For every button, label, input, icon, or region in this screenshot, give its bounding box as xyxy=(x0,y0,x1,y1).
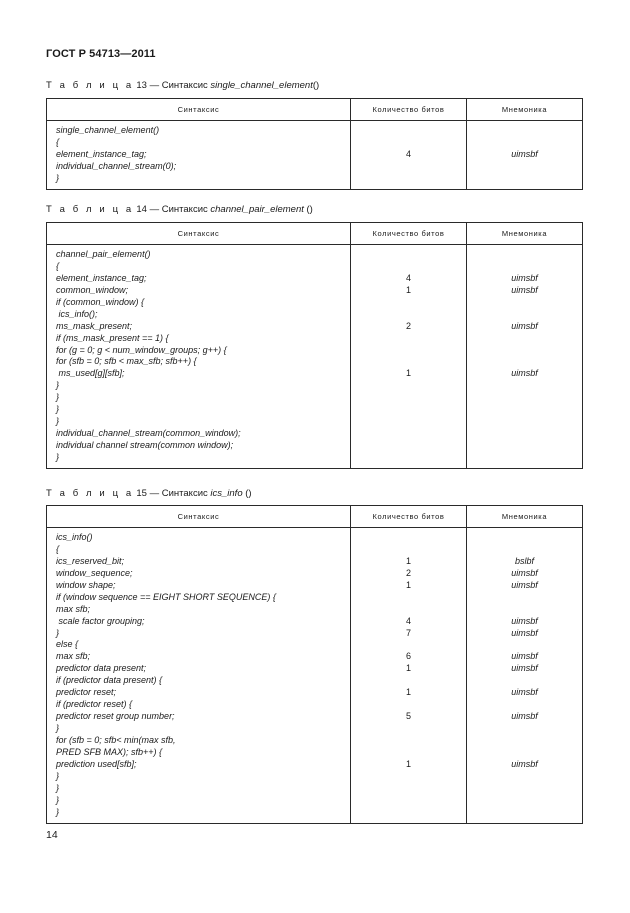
mnemonic-value: uimsbf xyxy=(511,272,538,283)
mnemonic-value xyxy=(467,532,582,544)
caption-prefix: Т а б л и ц а xyxy=(46,488,134,499)
mnemonic-value: uimsbf xyxy=(511,579,538,590)
code-line: max sfb; xyxy=(56,603,91,614)
bits-value xyxy=(351,440,466,452)
page-number: 14 xyxy=(46,829,58,841)
bits-value xyxy=(351,309,466,321)
bits-value xyxy=(351,297,466,309)
mnemonic-value: bslbf xyxy=(514,555,534,566)
mnemonic-value xyxy=(467,173,582,185)
code-line: scale factor grouping; xyxy=(56,615,145,626)
code-line: max sfb; xyxy=(56,651,91,662)
column-header-mnemonic: Мнемоника xyxy=(467,99,583,121)
bits-value: 1 xyxy=(405,758,411,769)
bits-value xyxy=(351,261,466,273)
code-line: ms_mask_present; xyxy=(56,320,133,331)
table-14-caption xyxy=(46,204,313,215)
bits-value xyxy=(351,380,466,392)
mnemonic-value xyxy=(467,249,582,261)
bits-cell xyxy=(351,528,467,824)
bits-value: 1 xyxy=(405,663,411,674)
mnemonic-value: uimsbf xyxy=(511,368,538,379)
bits-value: 2 xyxy=(405,567,411,578)
bits-value xyxy=(351,532,466,544)
mnemonic-value xyxy=(467,604,582,616)
mnemonic-value: uimsbf xyxy=(511,651,538,662)
code-line: PRED SFB MAX); sfb++) { xyxy=(56,746,163,757)
column-header-mnemonic: Мнемоника xyxy=(467,223,583,245)
bits-value: 1 xyxy=(405,284,411,295)
code-line: if (predictor reset) { xyxy=(56,699,133,710)
mnemonic-value xyxy=(467,333,582,345)
code-line: individual_channel_stream(common_window); xyxy=(56,428,241,439)
code-line: channel_pair_element() xyxy=(56,249,151,259)
code-line: ics_reserved_bit; xyxy=(56,555,125,566)
mnemonic-value xyxy=(467,735,582,747)
bits-value xyxy=(351,592,466,604)
column-header-syntax: Синтаксис xyxy=(47,223,351,245)
mnemonic-value xyxy=(467,747,582,759)
caption-prefix: Т а б л и ц а xyxy=(46,204,134,215)
column-header-bits: Количество битов xyxy=(351,506,467,528)
code-line: individual channel stream(common window); xyxy=(56,440,234,450)
bits-value xyxy=(351,452,466,464)
code-line: if (common_window) { xyxy=(56,296,145,307)
code-line: predictor reset group number; xyxy=(56,711,175,722)
caption-suffix: () xyxy=(312,80,320,91)
bits-value xyxy=(351,795,466,807)
mnemonic-value xyxy=(467,723,582,735)
mnemonic-value: uimsbf xyxy=(511,758,538,769)
column-header-bits: Количество битов xyxy=(351,223,467,245)
mnemonic-cell xyxy=(467,245,583,469)
mnemonic-value xyxy=(467,795,582,807)
mnemonic-value xyxy=(467,440,582,452)
caption-suffix: () xyxy=(303,204,313,215)
bits-value: 1 xyxy=(405,579,411,590)
code-line: ics_info() xyxy=(56,532,93,542)
bits-value: 1 xyxy=(405,555,411,566)
bits-value xyxy=(351,807,466,819)
mnemonic-value: uimsbf xyxy=(511,567,538,578)
mnemonic-value xyxy=(467,380,582,392)
bits-value xyxy=(351,249,466,261)
bits-value xyxy=(351,392,466,404)
bits-value xyxy=(351,639,466,651)
code-line: ics_info(); xyxy=(56,308,98,319)
code-line: } xyxy=(56,451,60,462)
mnemonic-value xyxy=(467,345,582,357)
mnemonic-value xyxy=(467,137,582,149)
column-header-bits: Количество битов xyxy=(351,99,467,121)
mnemonic-value: uimsbf xyxy=(511,711,538,722)
bits-value xyxy=(351,675,466,687)
code-line: } xyxy=(56,404,60,415)
bits-value xyxy=(351,604,466,616)
code-line: window shape; xyxy=(56,579,116,590)
mnemonic-value xyxy=(467,261,582,273)
code-line: } xyxy=(56,380,60,391)
bits-value: 4 xyxy=(405,272,411,283)
code-line: if (ms_mask_present == 1) { xyxy=(56,332,169,343)
bits-value: 6 xyxy=(405,651,411,662)
mnemonic-value xyxy=(467,639,582,651)
caption-number: 14 — Синтаксис xyxy=(133,204,211,215)
code-line: } xyxy=(56,172,60,183)
mnemonic-value xyxy=(467,783,582,795)
mnemonic-value xyxy=(467,544,582,556)
caption-name: ics_info xyxy=(210,488,243,499)
bits-value: 7 xyxy=(405,627,411,638)
bits-value: 4 xyxy=(405,148,411,159)
caption-number: 13 — Синтаксис xyxy=(133,80,211,91)
code-line: common_window; xyxy=(56,284,129,295)
table-15-caption xyxy=(46,488,252,499)
mnemonic-value xyxy=(467,309,582,321)
caption-number: 15 — Синтаксис xyxy=(133,488,211,499)
code-line: else { xyxy=(56,639,79,650)
code-line: } xyxy=(56,627,60,638)
table-row xyxy=(47,245,583,469)
mnemonic-value xyxy=(467,404,582,416)
bits-value: 1 xyxy=(405,368,411,379)
bits-value xyxy=(351,783,466,795)
code-line: } xyxy=(56,416,60,427)
mnemonic-value: uimsbf xyxy=(511,284,538,295)
bits-value xyxy=(351,345,466,357)
bits-cell xyxy=(351,121,467,190)
code-line: for (sfb = 0; sfb< min(max sfb, xyxy=(56,734,176,745)
mnemonic-value xyxy=(467,297,582,309)
bits-value xyxy=(351,771,466,783)
bits-value: 5 xyxy=(405,711,411,722)
mnemonic-value: uimsbf xyxy=(511,687,538,698)
table-13-caption xyxy=(46,80,319,91)
bits-value: 2 xyxy=(405,320,411,331)
code-line: } xyxy=(56,770,60,781)
bits-value xyxy=(351,404,466,416)
bits-value xyxy=(351,137,466,149)
code-line: prediction used[sfb]; xyxy=(56,758,137,769)
mnemonic-value: uimsbf xyxy=(511,663,538,674)
syntax-cell xyxy=(47,121,351,190)
bits-value xyxy=(351,416,466,428)
mnemonic-value xyxy=(467,125,582,137)
column-header-syntax: Синтаксис xyxy=(47,506,351,528)
code-line: } xyxy=(56,806,60,817)
code-line: } xyxy=(56,723,60,733)
bits-value xyxy=(351,699,466,711)
code-line: if (window sequence == EIGHT SHORT SEQUENCE) { xyxy=(56,591,276,602)
mnemonic-cell xyxy=(467,528,583,824)
code-line: predictor data present; xyxy=(56,663,147,674)
code-line: element_instance_tag; xyxy=(56,272,147,283)
mnemonic-value xyxy=(467,416,582,428)
mnemonic-value xyxy=(467,592,582,604)
caption-prefix: Т а б л и ц а xyxy=(46,80,134,91)
code-line: for (sfb = 0; sfb < max_sfb; sfb++) { xyxy=(56,356,197,367)
syntax-cell xyxy=(47,528,351,824)
mnemonic-value xyxy=(467,807,582,819)
code-line: window_sequence; xyxy=(56,567,133,578)
code-line: { xyxy=(56,136,60,147)
bits-value: 1 xyxy=(405,687,411,698)
caption-suffix: () xyxy=(242,488,252,499)
mnemonic-value: uimsbf xyxy=(511,627,538,638)
caption-name: single_channel_element xyxy=(210,80,313,91)
bits-value xyxy=(351,333,466,345)
bits-value xyxy=(351,735,466,747)
code-line: element_instance_tag; xyxy=(56,148,147,159)
table-14 xyxy=(46,222,583,469)
mnemonic-value xyxy=(467,428,582,440)
mnemonic-value xyxy=(467,771,582,783)
mnemonic-value xyxy=(467,675,582,687)
mnemonic-value xyxy=(467,356,582,368)
table-13 xyxy=(46,98,583,190)
bits-value xyxy=(351,161,466,173)
bits-value xyxy=(351,544,466,556)
table-15 xyxy=(46,505,583,824)
column-header-syntax: Синтаксис xyxy=(47,99,351,121)
code-line: } xyxy=(56,794,60,805)
code-line: ms_used[g][sfb]; xyxy=(56,368,125,379)
bits-value xyxy=(351,428,466,440)
bits-value xyxy=(351,173,466,185)
code-line: single_channel_element() xyxy=(56,125,160,135)
code-line: { xyxy=(56,260,60,271)
code-line: individual_channel_stream(0); xyxy=(56,160,177,171)
column-header-mnemonic: Мнемоника xyxy=(467,506,583,528)
mnemonic-value xyxy=(467,699,582,711)
document-header: ГОСТ Р 54713—2011 xyxy=(46,48,156,60)
caption-name: channel_pair_element xyxy=(210,204,304,215)
mnemonic-value xyxy=(467,392,582,404)
bits-value xyxy=(351,747,466,759)
bits-value xyxy=(351,125,466,137)
syntax-cell xyxy=(47,245,351,469)
mnemonic-value: uimsbf xyxy=(511,148,538,159)
code-line: for (g = 0; g < num_window_groups; g++) { xyxy=(56,344,227,355)
mnemonic-value: uimsbf xyxy=(511,615,538,626)
mnemonic-value xyxy=(467,161,582,173)
table-row xyxy=(47,121,583,190)
code-line: } xyxy=(56,392,60,403)
bits-cell xyxy=(351,245,467,469)
mnemonic-cell xyxy=(467,121,583,190)
table-row xyxy=(47,528,583,824)
bits-value xyxy=(351,356,466,368)
bits-value: 4 xyxy=(405,615,411,626)
code-line: predictor reset; xyxy=(56,687,117,698)
code-line: { xyxy=(56,543,60,554)
mnemonic-value xyxy=(467,452,582,464)
bits-value xyxy=(351,723,466,735)
code-line: if (predictor data present) { xyxy=(56,675,163,686)
mnemonic-value: uimsbf xyxy=(511,320,538,331)
code-line: } xyxy=(56,782,60,793)
